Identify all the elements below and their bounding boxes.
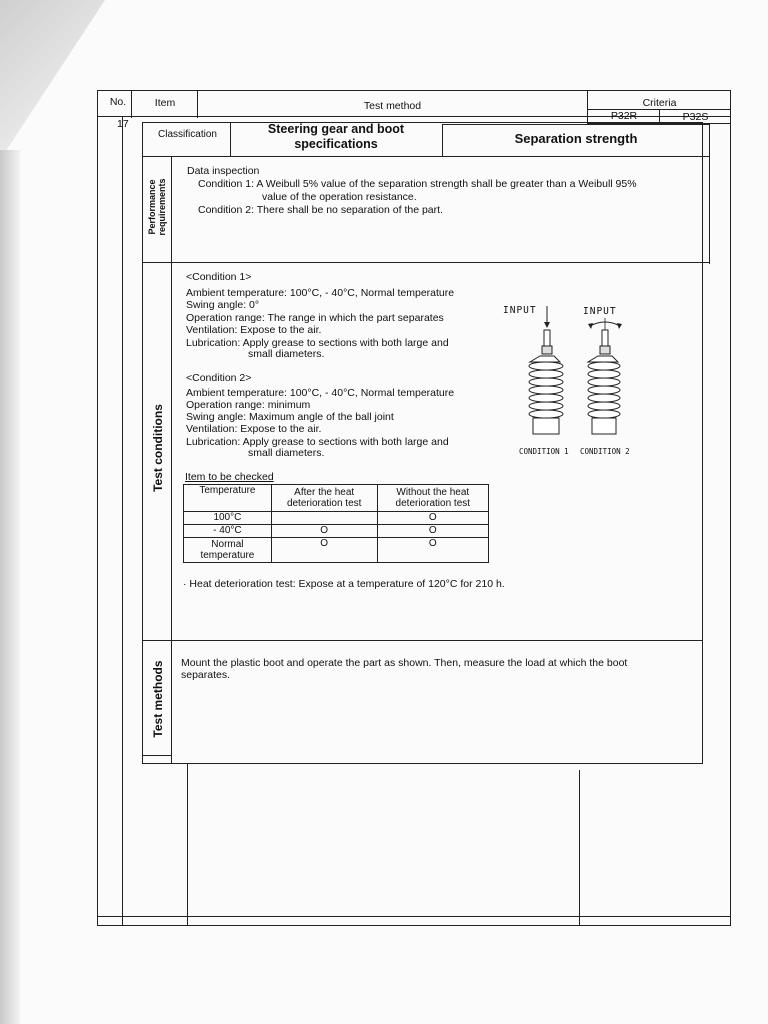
table-cell: O [271, 525, 377, 538]
performance-line-3: value of the operation resistance. [262, 191, 417, 203]
criteria-col-p32s: P32S [682, 111, 709, 123]
item-name: Steering gear and boot specifications [267, 122, 405, 151]
page-edge-shadow [0, 150, 20, 1024]
performance-section-label: Performance requirements [147, 178, 167, 236]
table-header-row [184, 485, 489, 512]
figure-label-right: CONDITION 2 [580, 447, 630, 456]
table-row [184, 512, 489, 525]
test-methods-text-2: separates. [181, 669, 231, 681]
test-methods-section-label: Test methods [151, 660, 165, 738]
page-fold-shadow [0, 0, 105, 160]
performance-line-4: Condition 2: There shall be no separation of the part. [198, 204, 443, 216]
cond2-line-7: small diameters. [248, 447, 325, 459]
cond1-line-2: Ambient temperature: 100°C, - 40°C, Normal temperature [186, 287, 455, 299]
cond1-line-6: Lubrication: Apply grease to sections with both large and [186, 337, 449, 349]
test-conditions-section-label: Test conditions [151, 404, 165, 492]
figure-input-left: INPUT [503, 305, 537, 316]
test-methods-text-1: Mount the plastic boot and operate the part as shown. Then, measure the load at which the boot [181, 657, 628, 669]
test-name: Separation strength [514, 131, 638, 146]
table-header-temperature: Temperature [184, 485, 272, 512]
header-test-method: Test method [363, 100, 422, 112]
header-no: No. [109, 96, 127, 108]
table-row [184, 538, 489, 563]
table-cell: Normal temperature [184, 538, 272, 563]
table-cell: O [377, 538, 488, 563]
cond1-line-7: small diameters. [248, 348, 325, 360]
cond1-line-5: Ventilation: Expose to the air. [186, 324, 322, 336]
performance-line-1: Data inspection [187, 165, 260, 177]
header-criteria: Criteria [642, 97, 677, 109]
check-table [183, 484, 489, 563]
cond2-line-1: <Condition 2> [186, 372, 252, 384]
figure-input-right: INPUT [583, 306, 617, 317]
heat-deterioration-note: · Heat deterioration test: Expose at a temperature of 120°C for 210 h. [183, 578, 505, 590]
performance-line-2: Condition 1: A Weibull 5% value of the separation strength shall be greater than a Weibull 95% [198, 178, 637, 190]
cond2-line-3: Operation range: minimum [186, 399, 311, 411]
cond1-line-1: <Condition 1> [186, 271, 252, 283]
cond2-line-6: Lubrication: Apply grease to sections with both large and [186, 436, 449, 448]
table-header-after: After the heat deterioration test [271, 485, 377, 512]
boot-drawing [500, 300, 640, 450]
cond1-line-4: Operation range: The range in which the part separates [186, 312, 444, 324]
criteria-col-p32r: P32R [610, 110, 638, 122]
table-row [184, 525, 489, 538]
table-header-without: Without the heat deterioration test [377, 485, 488, 512]
cond2-line-2: Ambient temperature: 100°C, - 40°C, Normal temperature [186, 387, 455, 399]
cond1-line-3: Swing angle: 0° [186, 299, 260, 311]
header-item: Item [154, 97, 176, 109]
check-table-title: Item to be checked [185, 471, 274, 483]
cond2-line-5: Ventilation: Expose to the air. [186, 423, 322, 435]
figure-label-left: CONDITION 1 [519, 447, 569, 456]
table-cell [271, 512, 377, 525]
table-cell: - 40°C [184, 525, 272, 538]
cond2-line-4: Swing angle: Maximum angle of the ball joint [186, 411, 394, 423]
table-cell: 100°C [184, 512, 272, 525]
row-number: 17 [117, 118, 129, 130]
classification-label: Classification [158, 129, 217, 140]
table-cell: O [377, 512, 488, 525]
table-cell: O [377, 525, 488, 538]
table-cell: O [271, 538, 377, 563]
